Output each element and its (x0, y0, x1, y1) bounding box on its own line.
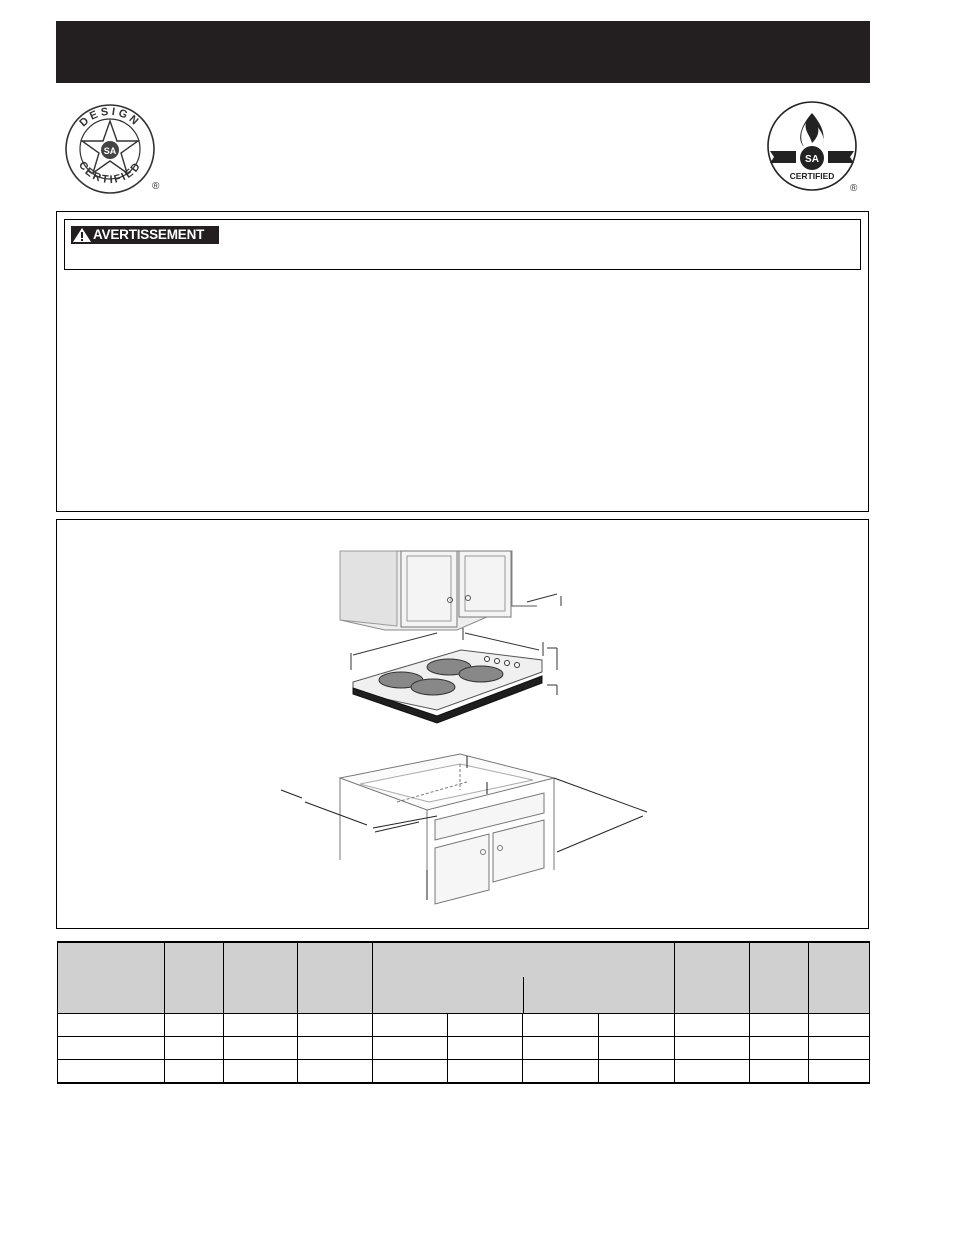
table-cell (224, 1014, 298, 1037)
cooktop-installation-diagram (57, 520, 868, 928)
table-row (58, 1060, 870, 1084)
table-cell (523, 1060, 599, 1084)
table-cell (58, 1037, 165, 1060)
table-cell (224, 1037, 298, 1060)
table-cell (750, 1014, 809, 1037)
warning-label-frame (64, 219, 861, 270)
table-cell (523, 1037, 599, 1060)
cooktop (353, 650, 542, 723)
table-cell (809, 1060, 870, 1084)
table-header-cell (224, 942, 298, 1014)
design-text: DESIGN (77, 105, 143, 130)
header-divider (523, 977, 524, 1013)
table-cell (165, 1060, 224, 1084)
warning-triangle-icon (71, 226, 93, 244)
table-cell (448, 1014, 523, 1037)
csa-center-text: SA (805, 154, 819, 165)
table-cell (298, 1037, 373, 1060)
csa-certified-logo (766, 101, 866, 195)
table-header-group-cell (373, 942, 675, 1014)
table-header-cell (809, 942, 870, 1014)
svg-text:DESIGN (77, 106, 142, 130)
table-row (58, 1037, 870, 1060)
lower-cabinet (340, 754, 554, 904)
table-header-cell (675, 942, 750, 1014)
table-cell (809, 1014, 870, 1037)
table-cell (675, 1060, 750, 1084)
csa-reg-mark: ® (850, 183, 858, 194)
table-cell (58, 1060, 165, 1084)
table-cell (750, 1037, 809, 1060)
design-center-text: SA (103, 146, 117, 156)
table-cell (523, 1014, 599, 1037)
table-cell (165, 1014, 224, 1037)
table-header-row (58, 942, 870, 1014)
upper-cabinet (340, 551, 537, 630)
warning-label-text: AVERTISSEMENT (93, 227, 205, 242)
csa-certified-text: CERTIFIED (789, 171, 835, 181)
table-cell (675, 1014, 750, 1037)
table-cell (599, 1014, 675, 1037)
design-certified-logo (64, 103, 164, 195)
table-header-cell (298, 942, 373, 1014)
table-header-cell (165, 942, 224, 1014)
table-header-cell (750, 942, 809, 1014)
table-cell (448, 1037, 523, 1060)
spec-table (57, 941, 870, 1084)
design-reg-mark: ® (152, 181, 160, 192)
table-cell (599, 1060, 675, 1084)
table-header-cell (58, 942, 165, 1014)
table-cell (58, 1014, 165, 1037)
table-cell (599, 1037, 675, 1060)
diagram-box (56, 519, 869, 929)
table-cell (750, 1060, 809, 1084)
header-bar (56, 21, 870, 83)
table-cell (373, 1060, 448, 1084)
table-row (58, 1014, 870, 1037)
table-cell (224, 1060, 298, 1084)
warning-box (56, 211, 869, 512)
table-cell (165, 1037, 224, 1060)
table-cell (809, 1037, 870, 1060)
svg-text:CERTIFIED (76, 159, 144, 186)
table-cell (448, 1060, 523, 1084)
certified-text: CERTIFIED (75, 159, 145, 187)
warning-label (71, 226, 219, 244)
table-cell (298, 1060, 373, 1084)
table-cell (373, 1037, 448, 1060)
table-cell (298, 1014, 373, 1037)
table-cell (675, 1037, 750, 1060)
table-cell (373, 1014, 448, 1037)
